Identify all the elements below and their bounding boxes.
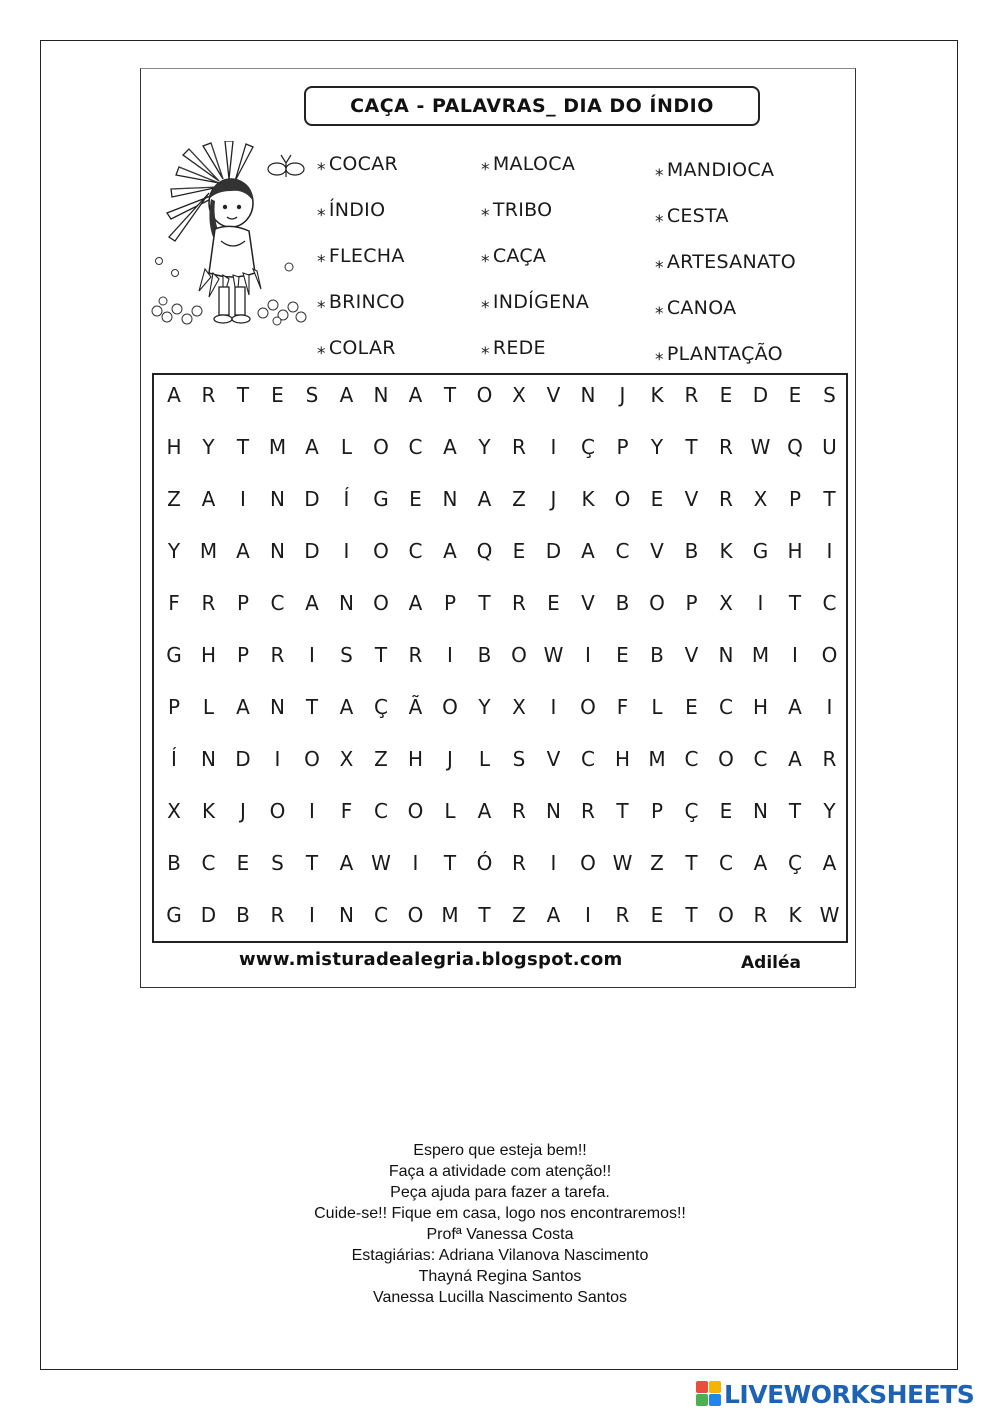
grid-letter[interactable]: A: [339, 695, 354, 719]
grid-letter[interactable]: C: [581, 747, 595, 771]
word-text: FLECHA: [328, 245, 405, 267]
message-line: Peça ajuda para fazer a tarefa.: [390, 1184, 610, 1201]
grid-letter[interactable]: P: [788, 487, 802, 511]
word-search-worksheet: [140, 68, 856, 988]
grid-letter[interactable]: I: [550, 435, 557, 459]
grid-letter[interactable]: R: [822, 747, 837, 771]
grid-letter[interactable]: O: [649, 591, 665, 615]
grid-letter[interactable]: W: [612, 851, 633, 875]
word-list-item: [481, 153, 589, 199]
message-line: Profª Vanessa Costa: [426, 1226, 574, 1243]
word-list-item: [481, 245, 589, 291]
grid-letter[interactable]: O: [511, 643, 527, 667]
grid-letter[interactable]: R: [201, 591, 216, 615]
grid-letter[interactable]: P: [616, 435, 629, 459]
bullet-star: *: [317, 206, 326, 226]
grid-letter[interactable]: A: [443, 539, 457, 563]
grid-letter[interactable]: B: [167, 851, 181, 875]
grid-letter[interactable]: P: [443, 591, 457, 615]
grid-letter[interactable]: B: [684, 539, 699, 563]
grid-letter[interactable]: A: [408, 591, 423, 615]
grid-letter[interactable]: Z: [512, 487, 526, 511]
grid-letter[interactable]: J: [619, 383, 626, 407]
grid-letter[interactable]: Z: [650, 851, 664, 875]
grid-letter[interactable]: V: [581, 591, 595, 615]
grid-letter[interactable]: C: [408, 539, 423, 563]
grid-letter[interactable]: W: [750, 435, 771, 459]
grid-letter[interactable]: N: [339, 903, 354, 927]
message-line: Espero que esteja bem!!: [413, 1142, 587, 1159]
grid-letter[interactable]: K: [650, 383, 664, 407]
grid-letter[interactable]: T: [443, 383, 457, 407]
grid-letter[interactable]: R: [512, 851, 526, 875]
grid-letter[interactable]: F: [616, 695, 629, 719]
grid-letter[interactable]: S: [271, 851, 284, 875]
letter-grid: [152, 373, 848, 943]
word-list-column-2: [481, 153, 589, 383]
grid-letter[interactable]: O: [718, 747, 734, 771]
grid-letter[interactable]: T: [823, 487, 836, 511]
grid-letter[interactable]: T: [374, 643, 388, 667]
grid-letter[interactable]: A: [753, 851, 768, 875]
grid-letter[interactable]: T: [685, 851, 698, 875]
grid-letter[interactable]: I: [757, 591, 764, 615]
grid-letter[interactable]: C: [408, 435, 423, 459]
grid-letter[interactable]: R: [408, 643, 423, 667]
grid-letter[interactable]: A: [408, 383, 423, 407]
grid-letter[interactable]: O: [476, 383, 493, 407]
grid-letter[interactable]: Y: [478, 435, 491, 459]
grid-letter[interactable]: D: [200, 903, 217, 927]
grid-letter[interactable]: S: [823, 383, 836, 407]
word-text: COLAR: [328, 337, 396, 359]
bullet-star: *: [655, 258, 664, 278]
grid-letter[interactable]: N: [339, 591, 354, 615]
grid-letter[interactable]: Y: [650, 435, 664, 459]
grid-letter[interactable]: O: [718, 903, 734, 927]
grid-letter[interactable]: H: [614, 747, 631, 771]
grid-letter[interactable]: N: [270, 539, 285, 563]
grid-letter[interactable]: T: [305, 851, 319, 875]
grid-letter[interactable]: B: [236, 903, 250, 927]
word-list-item: [655, 251, 796, 297]
grid-letter[interactable]: D: [235, 747, 251, 771]
grid-letter[interactable]: L: [444, 799, 456, 823]
grid-letter[interactable]: R: [684, 383, 699, 407]
grid-letter[interactable]: K: [581, 487, 595, 511]
grid-letter[interactable]: T: [788, 591, 802, 615]
grid-letter[interactable]: D: [304, 539, 320, 563]
bullet-star: *: [317, 160, 326, 180]
grid-letter[interactable]: P: [685, 591, 698, 615]
message-line: Thayná Regina Santos: [418, 1268, 582, 1285]
grid-letter[interactable]: C: [719, 695, 733, 719]
grid-letter[interactable]: K: [788, 903, 802, 927]
grid-letter[interactable]: E: [271, 383, 284, 407]
grid-letter[interactable]: W: [543, 643, 564, 667]
grid-letter[interactable]: O: [373, 591, 389, 615]
bullet-star: *: [481, 298, 490, 318]
blog-url: www.misturadealegria.blogspot.com: [239, 949, 623, 970]
word-list-item: [317, 153, 405, 199]
grid-letter[interactable]: C: [822, 591, 837, 615]
grid-letter[interactable]: M: [199, 539, 218, 563]
grid-letter[interactable]: D: [304, 487, 320, 511]
grid-letter[interactable]: I: [309, 799, 315, 823]
bullet-star: *: [317, 298, 326, 318]
word-text: BRINCO: [328, 291, 405, 313]
grid-letter[interactable]: I: [240, 487, 246, 511]
grid-letter[interactable]: R: [615, 903, 630, 927]
liveworksheets-badge-icon: [696, 1381, 722, 1407]
grid-letter[interactable]: E: [409, 487, 422, 511]
grid-letter[interactable]: C: [753, 747, 768, 771]
grid-letter[interactable]: G: [373, 487, 389, 511]
grid-letter[interactable]: N: [442, 487, 458, 511]
bullet-star: *: [655, 166, 664, 186]
grid-letter[interactable]: X: [753, 487, 768, 511]
grid-letter[interactable]: G: [166, 643, 182, 667]
bullet-star: *: [481, 344, 490, 364]
grid-letter[interactable]: Q: [476, 539, 493, 563]
grid-letter[interactable]: C: [684, 747, 699, 771]
grid-letter[interactable]: A: [788, 747, 802, 771]
word-text: PLANTAÇÃO: [666, 343, 783, 365]
grid-letter[interactable]: C: [270, 591, 285, 615]
grid-letter[interactable]: B: [477, 643, 492, 667]
grid-letter[interactable]: Ç: [788, 851, 802, 875]
grid-letter[interactable]: P: [236, 591, 250, 615]
grid-letter[interactable]: X: [719, 591, 733, 615]
grid-letter[interactable]: F: [168, 591, 180, 615]
grid-letter[interactable]: O: [442, 695, 458, 719]
bullet-star: *: [317, 344, 326, 364]
word-text: ÍNDIO: [328, 199, 386, 221]
bullet-star: *: [481, 252, 490, 272]
grid-letter[interactable]: I: [343, 539, 350, 563]
liveworksheets-logo[interactable]: [696, 1378, 974, 1410]
word-text: INDÍGENA: [492, 291, 590, 313]
grid-letter[interactable]: Í: [171, 747, 177, 771]
grid-letter[interactable]: N: [373, 383, 389, 407]
word-text: CANOA: [666, 297, 737, 319]
grid-letter[interactable]: H: [787, 539, 803, 563]
grid-letter[interactable]: H: [200, 643, 217, 667]
grid-letter[interactable]: R: [719, 435, 733, 459]
grid-letter[interactable]: L: [478, 747, 491, 771]
grid-letter[interactable]: R: [270, 903, 285, 927]
grid-row: [154, 837, 846, 889]
grid-letter[interactable]: T: [478, 903, 491, 927]
message-line: Estagiárias: Adriana Vilanova Nascimento: [351, 1247, 649, 1264]
grid-letter[interactable]: C: [201, 851, 216, 875]
grid-letter[interactable]: A: [822, 851, 837, 875]
grid-letter[interactable]: D: [752, 383, 769, 407]
grid-letter[interactable]: Y: [823, 799, 836, 823]
grid-letter[interactable]: E: [650, 487, 664, 511]
grid-letter[interactable]: Z: [374, 747, 388, 771]
grid-letter[interactable]: I: [309, 643, 315, 667]
grid-letter[interactable]: L: [202, 695, 215, 719]
grid-letter[interactable]: E: [236, 851, 250, 875]
grid-letter[interactable]: W: [819, 903, 840, 927]
grid-letter[interactable]: P: [236, 643, 250, 667]
grid-letter[interactable]: U: [822, 435, 837, 459]
author-name: Adiléa: [741, 953, 801, 973]
grid-letter[interactable]: E: [512, 539, 526, 563]
bullet-star: *: [481, 160, 490, 180]
grid-letter[interactable]: O: [407, 799, 424, 823]
word-list-column-3: [655, 159, 796, 389]
grid-letter[interactable]: V: [650, 539, 664, 563]
bullet-star: *: [317, 252, 326, 272]
grid-letter[interactable]: Y: [167, 539, 181, 563]
grid-letter[interactable]: Ã: [408, 695, 423, 719]
teacher-message: [200, 1140, 800, 1308]
message-line: Vanessa Lucilla Nascimento Santos: [372, 1289, 628, 1306]
grid-letter[interactable]: O: [373, 539, 389, 563]
word-text: CESTA: [666, 205, 729, 227]
word-list-item: [481, 291, 589, 337]
word-text: MANDIOCA: [666, 159, 775, 181]
grid-letter[interactable]: A: [339, 851, 354, 875]
grid-letter[interactable]: J: [550, 487, 557, 511]
word-list-item: [481, 199, 589, 245]
grid-letter[interactable]: F: [340, 799, 353, 823]
word-text: REDE: [492, 337, 546, 359]
word-list-item: [655, 159, 796, 205]
liveworksheets-logo-text: LIVEWORKSHEETS: [724, 1379, 975, 1409]
grid-letter[interactable]: O: [407, 903, 424, 927]
grid-letter[interactable]: R: [753, 903, 768, 927]
grid-letter[interactable]: E: [650, 903, 664, 927]
grid-letter[interactable]: V: [684, 487, 699, 511]
grid-letter[interactable]: Ç: [581, 435, 595, 459]
grid-letter[interactable]: T: [236, 435, 250, 459]
grid-letter[interactable]: I: [550, 851, 557, 875]
grid-letter[interactable]: T: [443, 851, 457, 875]
grid-letter[interactable]: A: [339, 383, 354, 407]
grid-letter[interactable]: O: [304, 747, 320, 771]
grid-letter[interactable]: A: [167, 383, 181, 407]
grid-letter[interactable]: L: [340, 435, 353, 459]
grid-letter[interactable]: B: [650, 643, 664, 667]
grid-letter[interactable]: A: [443, 435, 457, 459]
grid-letter[interactable]: M: [751, 643, 770, 667]
grid-letter[interactable]: C: [719, 851, 733, 875]
bullet-star: *: [481, 206, 490, 226]
word-list-item: [317, 245, 405, 291]
message-line: Faça a atividade com atenção!!: [388, 1163, 612, 1180]
grid-letter[interactable]: E: [547, 591, 560, 615]
grid-letter[interactable]: V: [546, 383, 561, 407]
word-list-column-1: [317, 153, 405, 383]
grid-letter[interactable]: A: [201, 487, 216, 511]
word-list-item: [655, 205, 796, 251]
grid-letter[interactable]: N: [580, 383, 596, 407]
grid-letter[interactable]: S: [340, 643, 353, 667]
grid-letter[interactable]: C: [374, 799, 388, 823]
grid-letter[interactable]: X: [339, 747, 354, 771]
grid-letter[interactable]: C: [615, 539, 630, 563]
worksheet-title: CAÇA - PALAVRAS_ DIA DO ÍNDIO: [304, 86, 760, 126]
grid-letter[interactable]: A: [305, 435, 319, 459]
grid-letter[interactable]: N: [270, 487, 285, 511]
grid-letter[interactable]: I: [447, 643, 453, 667]
grid-letter[interactable]: B: [615, 591, 630, 615]
grid-letter[interactable]: I: [585, 643, 591, 667]
grid-letter[interactable]: R: [201, 383, 216, 407]
grid-letter[interactable]: A: [236, 539, 250, 563]
grid-letter[interactable]: O: [821, 643, 838, 667]
grid-letter[interactable]: I: [412, 851, 419, 875]
grid-letter[interactable]: A: [305, 591, 319, 615]
grid-letter[interactable]: R: [581, 799, 595, 823]
grid-letter[interactable]: T: [788, 799, 802, 823]
grid-letter[interactable]: Z: [512, 903, 526, 927]
grid-letter[interactable]: A: [581, 539, 595, 563]
grid-letter[interactable]: J: [240, 799, 246, 823]
grid-letter[interactable]: X: [512, 695, 526, 719]
grid-letter[interactable]: W: [371, 851, 391, 875]
word-text: MALOCA: [492, 153, 576, 175]
grid-letter[interactable]: H: [166, 435, 182, 459]
grid-letter[interactable]: N: [546, 799, 561, 823]
grid-letter[interactable]: S: [512, 747, 526, 771]
grid-letter[interactable]: M: [268, 435, 287, 459]
grid-letter[interactable]: Z: [167, 487, 181, 511]
grid-row: [154, 525, 846, 577]
grid-letter[interactable]: X: [512, 383, 526, 407]
butterfly-icon: [268, 155, 304, 177]
grid-letter[interactable]: P: [650, 799, 664, 823]
grid-letter[interactable]: R: [270, 643, 285, 667]
grid-letter[interactable]: Ç: [684, 799, 699, 823]
grid-letter[interactable]: O: [580, 695, 596, 719]
word-text: COCAR: [328, 153, 398, 175]
grid-letter[interactable]: I: [274, 747, 281, 771]
grid-letter[interactable]: E: [719, 383, 733, 407]
grid-letter[interactable]: I: [309, 903, 315, 927]
grid-letter[interactable]: T: [685, 903, 698, 927]
grid-letter[interactable]: Q: [787, 435, 803, 459]
grid-letter[interactable]: K: [201, 799, 216, 823]
grid-letter[interactable]: R: [512, 591, 526, 615]
grid-letter[interactable]: E: [685, 695, 698, 719]
grid-letter[interactable]: N: [753, 799, 768, 823]
grid-letter[interactable]: Y: [478, 695, 491, 719]
grid-letter[interactable]: R: [512, 799, 526, 823]
grid-letter[interactable]: I: [826, 695, 833, 719]
grid-letter[interactable]: D: [545, 539, 562, 563]
grid-letter[interactable]: V: [684, 643, 699, 667]
bullet-star: *: [655, 212, 664, 232]
grid-letter[interactable]: C: [374, 903, 388, 927]
grid-letter[interactable]: T: [616, 799, 629, 823]
grid-letter[interactable]: A: [236, 695, 250, 719]
grid-letter[interactable]: I: [792, 643, 798, 667]
grid-letter[interactable]: H: [407, 747, 424, 771]
grid-row: [154, 577, 846, 629]
grid-letter[interactable]: L: [651, 695, 663, 719]
grid-row: [154, 681, 846, 733]
word-text: CAÇA: [492, 245, 547, 267]
grid-letter[interactable]: J: [447, 747, 453, 771]
grid-row: [154, 785, 846, 837]
grid-letter[interactable]: N: [201, 747, 216, 771]
grid-letter[interactable]: Y: [202, 435, 215, 459]
grid-letter[interactable]: T: [305, 695, 319, 719]
grid-letter[interactable]: N: [718, 643, 734, 667]
grid-letter[interactable]: A: [477, 799, 492, 823]
word-list-item: [317, 291, 405, 337]
grid-letter[interactable]: I: [585, 903, 591, 927]
grid-letter[interactable]: G: [752, 539, 769, 563]
grid-letter[interactable]: K: [719, 539, 733, 563]
word-text: TRIBO: [492, 199, 553, 221]
indian-child-illustration-icon: [149, 141, 307, 331]
grid-letter[interactable]: S: [305, 383, 319, 407]
grid-letter[interactable]: E: [788, 383, 802, 407]
grid-letter[interactable]: X: [167, 799, 181, 823]
message-line: Cuide-se!! Fique em casa, logo nos encontraremos!!: [314, 1205, 686, 1222]
grid-letter[interactable]: Í: [343, 487, 350, 511]
grid-row: [154, 889, 846, 941]
grid-letter[interactable]: I: [550, 695, 557, 719]
grid-row: [154, 733, 846, 785]
grid-letter[interactable]: E: [616, 643, 629, 667]
grid-letter[interactable]: A: [546, 903, 561, 927]
grid-letter[interactable]: R: [512, 435, 526, 459]
grid-letter[interactable]: T: [236, 383, 250, 407]
grid-letter[interactable]: O: [580, 851, 596, 875]
grid-letter[interactable]: E: [719, 799, 733, 823]
grid-row: [154, 369, 846, 421]
grid-letter[interactable]: O: [269, 799, 286, 823]
grid-letter[interactable]: O: [614, 487, 631, 511]
grid-letter[interactable]: N: [270, 695, 285, 719]
grid-letter[interactable]: G: [166, 903, 182, 927]
grid-letter[interactable]: O: [373, 435, 389, 459]
grid-letter[interactable]: Ç: [374, 695, 388, 719]
grid-letter[interactable]: H: [752, 695, 769, 719]
word-list-item: [655, 297, 796, 343]
grid-letter[interactable]: T: [478, 591, 491, 615]
word-list-item: [317, 199, 405, 245]
word-text: ARTESANATO: [666, 251, 796, 273]
grid-letter[interactable]: T: [685, 435, 698, 459]
grid-row: [154, 473, 846, 525]
grid-letter[interactable]: I: [826, 539, 833, 563]
grid-row: [154, 629, 846, 681]
grid-row: [154, 421, 846, 473]
grid-letter[interactable]: A: [788, 695, 802, 719]
grid-letter[interactable]: P: [167, 695, 181, 719]
grid-letter[interactable]: V: [546, 747, 561, 771]
grid-letter[interactable]: M: [648, 747, 666, 771]
grid-letter[interactable]: A: [477, 487, 492, 511]
grid-letter[interactable]: Ó: [476, 851, 493, 875]
bullet-star: *: [655, 350, 664, 370]
bullet-star: *: [655, 304, 664, 324]
grid-letter[interactable]: M: [441, 903, 459, 927]
grid-letter[interactable]: R: [719, 487, 733, 511]
